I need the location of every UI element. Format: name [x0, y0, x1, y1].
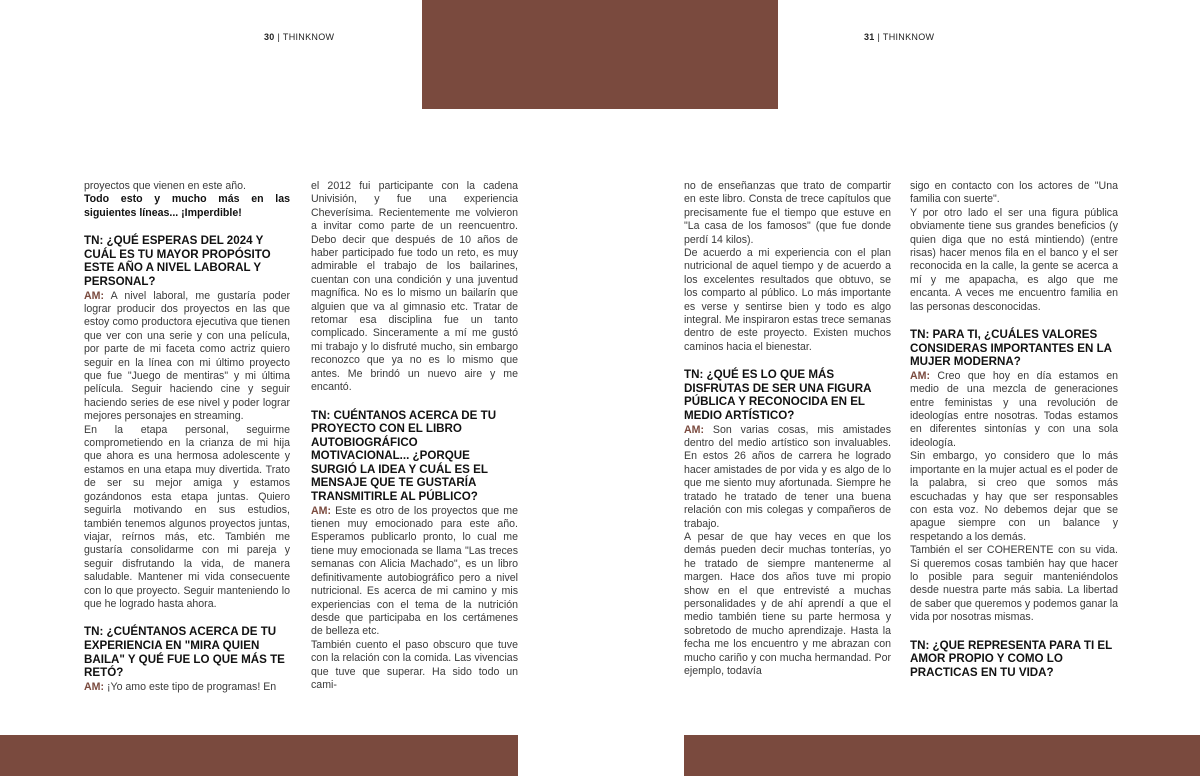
speaker-label: AM: — [910, 369, 931, 382]
speaker-label: AM: — [84, 289, 105, 302]
paragraph: proyectos que vienen en este año. — [84, 180, 246, 192]
paragraph: A pesar de que hay veces en que los demás pueden decir muchas tonterías, yo he tratado de siempre mantenerme al margen. Hace dos años tuve mi propio show en el que entrevisté a muchas personalidades y de ahí aprendí a que el medio también tiene su parte hermosa y sobretodo de mucho aprendizaje. Hasta la fecha me los encuentro y me abrazan con mucho cariño y con mucha hermandad. Por ejemplo, todavía — [684, 530, 891, 677]
paragraph: También cuento el paso obscuro que tuve con la relación con la comida. Las vivencias que tuve que superar. Ha sido todo un cami- — [311, 638, 518, 691]
paragraph: sigo en contacto con los actores de "Una familia con suerte". — [910, 180, 1118, 206]
interview-answer — [84, 290, 290, 424]
paragraph: Sin embargo, yo considero que lo más importante en la mujer actual es el poder de la palabra, si creo que somos más escuchadas y hay que ser responsables con esta voz. No debemos dejar que se apague siempre con un balance y respetando a los demás. — [910, 450, 1118, 543]
text-column-2 — [311, 180, 518, 692]
paragraph: Y por otro lado el ser una figura pública obviamente tiene sus grandes beneficios (y quien diga que no está mintiendo) (entre risas) hacer menos fila en el banco y el ser reconocida en la calle, la gente se acerca a mí y me apapacha, es algo que me encanta. A veces me encuentro familia en las personas desconocidas. — [910, 206, 1118, 313]
page-number: 30 — [264, 32, 275, 42]
interview-question: TN: ¿QUÉ ESPERAS DEL 2024 Y CUÁL ES TU MAYOR PROPÓSITO ESTE AÑO A NIVEL LABORAL Y PERSONAL? — [84, 234, 271, 288]
interview-question: TN: PARA TI, ¿CUÁLES VALORES CONSIDERAS IMPORTANTES EN LA MUJER MODERNA? — [910, 328, 1112, 369]
bottom-left-color-bar — [0, 735, 518, 776]
answer-text: Este es otro de los proyectos que me tienen muy emocionado para este año. Esperamos publicarlo pronto, lo cual me tiene muy emocionada se llama "Las treces semanas con Alicia Machado", es un libro definitivamente autobiográfico pero a nivel nutricional. Es acerca de mi camino y mis experiencias con el tema de la nutrición desde que participaba en los certámenes de belleza etc. — [311, 504, 518, 638]
speaker-label: AM: — [311, 504, 332, 517]
bottom-right-color-bar — [684, 735, 1200, 776]
text-column-1 — [84, 180, 290, 694]
page-folio-left — [264, 32, 334, 42]
answer-text: ¡Yo amo este tipo de programas! En — [104, 680, 277, 693]
interview-answer — [311, 505, 518, 639]
page-folio-right — [864, 32, 934, 42]
paragraph: el 2012 fui participante con la cadena Univisión, y fue una experiencia Cheverísima. Recientemente me volvieron a invitar como parte de un reencuentro. Debo decir que después de 10 años de haber participado fue todo un reto, es muy admirable el trabajo de los bailarines, cuentan con una condición y una juventud magnífica. No es lo mismo un bailarín que alguien que va al gimnasio etc. Tratar de retomar esa disciplina fue un tanto complicado. Sinceramente a mí me gustó mi trabajo y lo disfruté mucho, sin embargo reconozco que ya no es lo mismo que antes. Me brindó un nuevo aire y me encantó. — [311, 180, 518, 394]
interview-answer — [84, 681, 290, 694]
text-column-4 — [910, 180, 1118, 680]
speaker-label: AM: — [684, 423, 705, 436]
interview-answer — [910, 370, 1118, 450]
answer-text: Creo que hoy en día estamos en medio de una mezcla de generaciones entre feministas y una revolución de ideologías entre nosotras. Todas estamos en diferentes sintonías y con una sola ideología. — [910, 369, 1118, 449]
folio-separator: | — [277, 32, 281, 42]
paragraph: De acuerdo a mi experiencia con el plan nutricional de aquel tiempo y de acuerdo a los excelentes resultados que obtuvo, se los comparto al público. Lo más importante es verse y sentirse bien y todo es algo integral. Me inspiraron estas trece semanas dentro de este proyecto. Existen muchos caminos hacia el bienestar. — [684, 247, 891, 353]
speaker-label: AM: — [84, 680, 105, 693]
interview-question: TN: ¿QUE REPRESENTA PARA TI EL AMOR PROPIO Y COMO LO PRACTICAS EN TU VIDA? — [910, 638, 1113, 679]
magazine-name: THINKNOW — [882, 32, 935, 42]
interview-question: TN: CUÉNTANOS ACERCA DE TU PROYECTO CON EL LIBRO AUTOBIOGRÁFICO MOTIVACIONAL... ¿PORQUE SURGIÓ LA IDEA Y CUÁL ES EL MENSAJE QUE TE GUSTARÍA TRANSMITIRLE AL PÚBLICO? — [311, 408, 497, 504]
interview-answer — [684, 424, 891, 531]
interview-question: TN: ¿CUÉNTANOS ACERCA DE TU EXPERIENCIA EN "MIRA QUIEN BAILA" Y QUÉ FUE LO QUE MÁS TE RETÓ? — [84, 625, 285, 680]
answer-text: A nivel laboral, me gustaría poder lograr producir dos proyectos en las que estoy como productora ejecutiva que tienen que ver con una serie y con una película, por parte de mi faceta como actriz quiero seguir en la línea con mi último proyecto que fue "Juego de mentiras" y mi última película. Seguir haciendo cine y seguir haciendo series de ese nivel y poder lograr mejores personajes en streaming. — [84, 289, 290, 423]
top-color-block — [422, 0, 778, 109]
paragraph: También el ser COHERENTE con su vida. Si queremos cosas también hay que hacer lo posible para seguir manteniéndolos desde nuestra parte más sabia. La libertad de saber que queremos y podemos ganar la vida por nosotras mismas. — [910, 544, 1118, 624]
paragraph: En la etapa personal, seguirme comprometiendo en la crianza de mi hija que ahora es una hermosa adolescente y estamos en una etapa muy divertida. Trato de ser su mejor amiga y estamos gozándonos esta etapa juntas. Quiero seguirla motivando en sus estudios, también tenemos algunos proyectos juntas, viajar, reírnos más, etc. También me gustaría consolidarme con mi pareja y seguir disfrutando la vida, de manera saludable. Mantener mi vida consecuente con lo que proyecto. Seguir manteniendo lo que he logrado hasta ahora. — [84, 423, 290, 610]
magazine-name: THINKNOW — [282, 32, 335, 42]
folio-separator: | — [877, 32, 881, 42]
paragraph: no de enseñanzas que trato de compartir en este libro. Consta de trece capítulos que precisamente fue el tiempo que estuve en "La casa de los famosos" (que fue donde perdí 14 kilos). — [684, 180, 891, 246]
answer-text: Son varias cosas, mis amistades dentro del medio artístico son invaluables. En estos 26 años de carrera he logrado hacer amistades de por vida y es algo de lo que me siento muy afortunada. Siempre he tratado he tratado de tener una buena relación con mis colegas y compañeros de trabajo. — [684, 423, 891, 530]
text-column-3 — [684, 180, 891, 678]
intro-highlight: Todo esto y mucho más en las siguientes líneas... ¡Imperdible! — [84, 193, 290, 219]
page-number: 31 — [864, 32, 875, 42]
interview-question: TN: ¿QUÉ ES LO QUE MÁS DISFRUTAS DE SER UNA FIGURA PÚBLICA Y RECONOCIDA EN EL MEDIO ARTÍSTICO? — [684, 368, 872, 423]
